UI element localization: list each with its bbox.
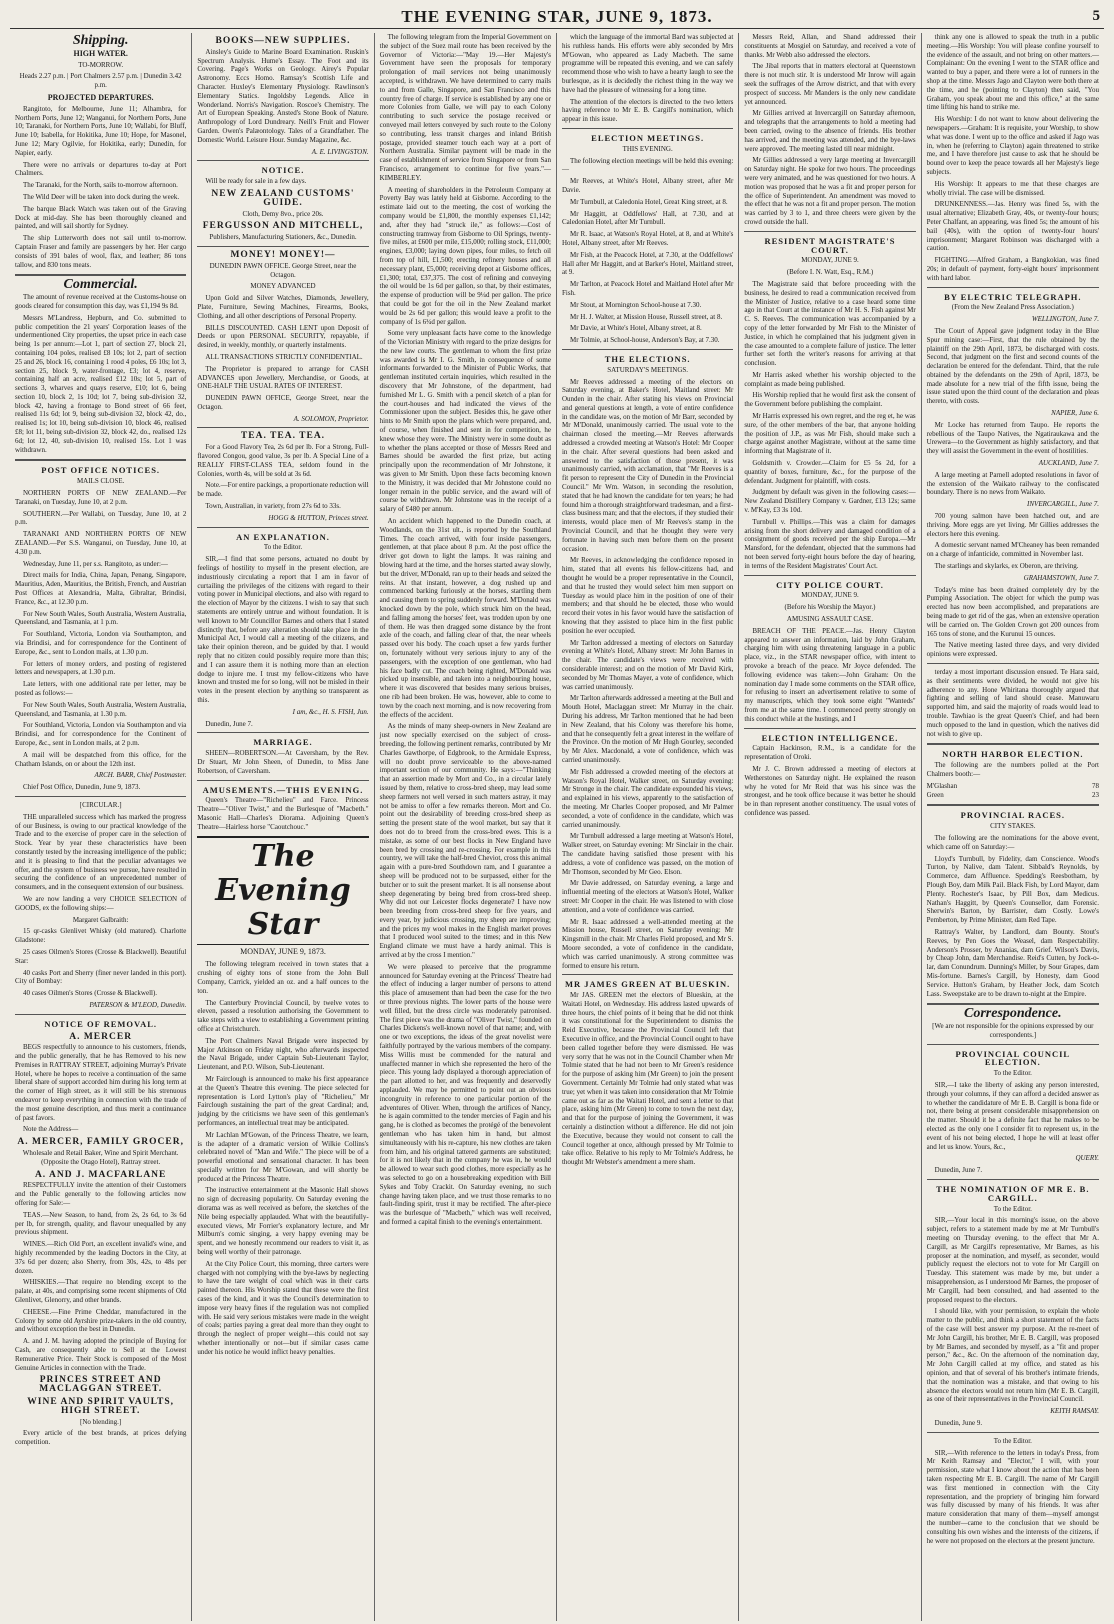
signature-line: INVERCARGILL, June 7. — [1027, 500, 1099, 509]
signature-line: WELLINGTON, June 7. — [1031, 315, 1099, 324]
paragraph: 15 qr-casks Glenlivet Whisky (old matured). Charlotte Gladstone: — [15, 927, 187, 945]
column-divider-rule — [744, 575, 915, 576]
paragraph: Mr Turnbull, at Caledonia Hotel, Great King street, at 8. — [569, 197, 728, 206]
paragraph: The Magistrate said that before proceeding with the business, he desired to read a communication received from the Minister of Justice, relative to a case heard some time ago in that Court at the instance of Mr H. S. Fish against Mr C. S. Reeves. The communication was accompanied by a copy of the letter forwarded by Mr Fish to the Minister of Justice, in which he complained that his judgment given in the case amounted to a complete failure of justice. The letter further set forth the writer's reasons for arriving at that conclusion. — [744, 279, 916, 368]
article-headline: PROVINCIAL RACES. — [960, 810, 1065, 821]
advertisement-heading: FERGUSSON AND MITCHELL, — [202, 221, 364, 232]
column-divider-rule — [197, 160, 368, 161]
paragraph: Goldsmith v. Crowder.—Claim for £5 5s 2d, for a quantity of boxes, furniture, &c., for the purpose of the defendant. Judgment for plaintiff, with costs. — [744, 459, 916, 485]
centered-line: (Before his Worship the Mayor.) — [784, 603, 876, 612]
centered-line: AMUSING ASSAULT CASE. — [786, 615, 874, 624]
signature-line: GRAHAMSTOWN, June 7. — [1023, 573, 1099, 582]
signature-line: NAPIER, June 6. — [1051, 409, 1099, 418]
paragraph: The Native meeting lasted three days, and very divided opinions were expressed. — [926, 641, 1099, 659]
paragraph: Ainsley's Guide to Marine Board Examination. Ruskin's Spectrum Analysis. Hume's Essay. The Foot and its Covering. Page's Works on Geology. Airey's Popular Astronomy. Eccs Homo. Ramsay's Scottish Life and Character. Huxley's Elementary Physiology. Rawlinson's Elementary Statics. Ingoldsby Legends. Alice in Wonderland. Norris's Navigation. Roscoe's Chemistry. The Art of European Speaking. Ansted's Stone Book of Nature. Anthropology of Lord Dundreary. Neill's Fruit and Flower Garden. Owen's Palæontology. Tales of a Grandfather. The Domestic World. Leisure Hour. Sunday Magazine, &c. — [197, 47, 369, 144]
paragraph: Mr Turnbull addressed a large meeting at Watson's Hotel, Walker street, on Saturday evening: Mr Sinclair in the chair. The candidate having satisfied those present with his address, a vote of confidence was passed, on the motion of Mr Thomson, seconded by Mr Geo. Elson. — [561, 832, 734, 876]
paragraph: RESPECTFULLY invite the attention of their Customers and the Public generally to the following articles now offering for Sale:— — [15, 1181, 187, 1208]
signature-line: ARCH. BARR, Chief Postmaster. — [94, 771, 187, 780]
paragraph: Some very unpleasant facts have come to the knowledge of the Victorian Ministry with regard to the prize designs for the new law courts. The gentleman to whom the first prize was awarded is Mr I. G. Smith, in consequence of some informants forwarded to the Minister of Public Works, that gentleman instituted certain inquiries, which resulted in the discovery that Mr Johnstone, of the department, had furnished Mr L. G. Smith with a pencil sketch of a plan for the court-houses and had indicated the views of the Commissioner upon the subject. Besides this, he gave other hints to Mr Smith upon the plans which were prepared, and, of course, when finished and sent in for competition, he knew whose they were. The Ministry were in some doubt as to whether the plans accepted or those of Messrs Reed and Barnes should be awarded the first prize, but acting principally upon the recommendation of Mr Johnstone, it was given to Mr Smith. Upon these facts becoming known to the Ministry, it was decided that Mr Johnstone could no longer remain in the public service, and the award will of course be withdrawn. Mr Johnstone was in the receipt of a salary of £480 per annum. — [379, 329, 551, 514]
paragraph: ALL TRANSACTIONS STRICTLY CONFIDENTIAL. — [205, 352, 363, 361]
paragraph: Mr Harris asked whether his worship objected to the complaint as made being published. — [744, 370, 916, 388]
poll-row — [927, 791, 1099, 800]
masthead — [10, 6, 1104, 29]
paragraph: Mr Stout, at Mornington School-house at 7.30. — [569, 300, 702, 309]
column-divider-rule — [197, 246, 368, 247]
paragraph: CHEESE.—Fine Prime Cheddar, manufactured in the Colony by some old Ayrshire prize-takers in the old country, and without exception the best in Dunedin. — [15, 1307, 187, 1334]
advertisement-heading: TEA. TEA. TEA. — [240, 431, 326, 442]
paragraph: 40 casks Port and Sherry (finer never landed in this port). City of Bombay: — [15, 968, 187, 986]
paragraph: Mr Fish, at the Peacock Hotel, at 7.30, at the Oddfellows' Hall after Mr Haggitt, and at Barker's Hotel, Maitland street, at 9. — [561, 250, 734, 277]
paragraph: The following telegram received in town states that a crushing of eighty tons of stone from the John Bull Company, Carrick, yielded an oz. and a half ounces to the ton. — [197, 960, 369, 995]
paragraph: A. and J. M. having adopted the principle of Buying for Cash, are consequently able to Sell at the Lowest Remunerative Price. Their Stock is composed of the Most Genuine Articles in connection with the Trade. — [15, 1337, 187, 1372]
section-heading: Correspondence. — [964, 1006, 1062, 1022]
section-heading: Commercial. — [63, 277, 138, 293]
paragraph: TEAS.—New Season, to hand, from 2s, 2s 6d, to 3s 6d per lb, for strength, quality, and flavour unequalled by any previous shipment. — [15, 1210, 187, 1237]
paragraph: SIR,—I take the liberty of asking any person interested, through your columns, if they can afford a decided answer as to whether the candidature of Mr E. B. Cargill is bona fide or not, there being at present considerable misapprehension on the matter. Should it be a definite fact that he makes to be elected as the only one I consider fit to represent us, in the event of his not being elected, I hope he will at least offer and let us know. Yours, &c., — [926, 1081, 1099, 1151]
centered-line: [We are not responsible for the opinions expressed by our correspondents.] — [932, 1022, 1094, 1039]
signature-line: I am, &c., H. S. FISH, Jun. — [292, 707, 369, 716]
paragraph: Mr Tarlton, at Peacock Hotel and Maitland Hotel after Mr Fish. — [561, 280, 734, 297]
paragraph: Mr R. Isaac addressed a well-attended meeting at the Mission house, Russell street, on Saturday evening: Mr Kingsmill in the chair. Mr Charles Field proposed, and Mr S. Moore seconded, a vote of confidence in the candidate, which was carried unanimously. A strong committee was formed to ensure his return. — [561, 917, 734, 970]
paragraph: I should like, with your permission, to explain the whole matter to the public, and think a short statement of the facts of the case will best answer my purpose. At the re-meet of Mr John Cargill, his brother, Mr E. B. Cargill, was proposed by Mr Barnes, and seconded by myself, as a "fit and proper person," &c., &c. On the afternoon of the nomination day, Mr John Cargill called at my office, and stated as his opinion, and that of several of his brother's intimate friends, that the nomination was a mistake, and that owing to his absence the electors would not return him (Mr E. B. Cargill, as one of their representatives in the Provincial Council. — [926, 1307, 1099, 1404]
paragraph: Upon Gold and Silver Watches, Diamonds, Jewellery, Plate, Furniture, Sewing Machines, Firearms, Books, Clothing, and all other descriptions of Personal Property. — [197, 294, 369, 320]
advertisement-heading: A. MERCER — [69, 1031, 133, 1042]
paragraph: SIR,—I find that some persons, actuated no doubt by feelings of hostility to myself in the present election, are industriously circulating a report that I am in favor of curtailing the privileges of the citizens with regard to their voting power in Municipal elections, and also with regard to the election of Mayor by the citizens. I wish to say that such statements are entirely untrue and without foundation. It is well known to Mr Councillor Barnes and others that I stated distinctly that, before any alteration should take place in the Municipal Act, I would call a meeting of the citizens, and take their opinion thereon, and be guided by that. I would reply that no citizen could possibly require more than this; and I can assure them it is nothing more than an election dodge to injure me. I trust my fellow-citizens who have known and trusted me for so long, will not be misled in their votes in the present election by anything so transparent as this. — [197, 555, 369, 704]
column-divider-rule — [197, 427, 368, 428]
paragraph: Mr Gillies arrived at Invercargill on Saturday afternoon, and telegraphs that the arrangements to hold a meeting had been carried, owing to the absence of friends. His brother has arrived, and the meeting was attended, and the bye-laws were approved. The meeting lasted till near midnight. — [744, 109, 916, 153]
paragraph: Today's mine has been drained completely dry by the Pumping Association. The object for which the pump was erected has now been accomplished, and preparations are being made to get rid of the gas, when an extensive operation will be carried on. The Golden Crown got 200 ounces from 165 tons of stone, and the Kurunui 15 ounces. — [926, 585, 1099, 638]
column-divider-rule — [562, 974, 733, 975]
article-headline: THE NOMINATION OF MR E. B. CARGILL. — [936, 1184, 1090, 1203]
column-divider-rule — [197, 780, 368, 781]
centered-line: To the Editor. — [993, 1069, 1032, 1078]
dateline: MONDAY, JUNE 9, 1873. — [240, 946, 326, 956]
advertisement-heading: BOOKS—NEW SUPPLIES. — [215, 36, 351, 46]
signature-line: AUCKLAND, June 7. — [1038, 459, 1099, 468]
candidate-name: M'Glashan — [926, 781, 958, 790]
paragraph: Mr J. C. Brown addressed a meeting of electors at Wetherstones on Saturday night. He explained the reason why he voted for Mr Reid that was his since was the strongest, and he took office because it was better he should be in than represent another constituency. The usual votes of confidence was passed. — [744, 764, 916, 817]
column-divider-rule — [197, 527, 368, 528]
centered-line: Wholesale and Retail Baker, Wine and Spirit Merchant. (Opposite the Otago Hotel), Rattray street. — [22, 1149, 179, 1166]
column-divider-rule — [15, 796, 186, 797]
subheading: HIGH WATER. — [73, 48, 128, 58]
column-2 — [192, 33, 374, 1621]
paragraph: Messrs M'Landress, Hepburn, and Co. submitted to public competition the 21 years' Corporation leases of the undermentioned City properties, the upset price in each case being 1s per annum:—Lot 1, part of section 27, block 21, containing 104 poles, realised £8 10s; lot 2, part of section 25 and 26, block 16, containing 1 rood 4 poles, £6 10s; lot 3, section 25, block 9, water-frontage, £3; lot 4, reserve, containing half an acre, realised £12 10s; lot 5, part of sections 3, wharves and quays reserve, £10; lot 6, being section 10, block 2, 1s 10d; lot 7, being sub-division 32, block 42, having a frontage to Bond street of 66 feet, realised 11s 6d; lot 9, being sub-division 32, block 42, do., realised 1s; lot 10, being sub-division 10, block 46, realised £8; lot 11, being sub-division 32, block 42, do., realised 12s 6d; lot 12, 40, sub-division 10, realised 15s. Lot 1 was withdrawn. — [15, 313, 187, 454]
column-4 — [557, 33, 739, 1621]
article-headline: MARRIAGE. — [253, 737, 313, 748]
paragraph: Mr Tarlton addressed a meeting of electors on Saturday evening at White's Hotel, Albany street: Mr John Barnes in the chair. The candidate's views were received with considerable interest; and on the motion of Mr David Kirk, seconded by Mr Thomas Mayer, a vote of confidence, which was carried unanimously. — [561, 638, 734, 691]
column-divider-rule — [562, 349, 733, 350]
paragraph: TARANAKI AND NORTHERN PORTS OF NEW ZEALAND.—Per S.S. Wanganui, on Tuesday, June 10, at 4.30 p.m. — [15, 530, 187, 556]
article-headline: MR JAMES GREEN AT BLUESKIN. — [565, 979, 731, 990]
article-headline: ELECTION INTELLIGENCE. — [761, 732, 899, 743]
paragraph: Messrs Reid, Allan, and Shand addressed their constituents at Mosgiel on Saturday, and received a vote of thanks. Mr Webb also addressed the electors. — [744, 33, 916, 59]
paragraph: Mr Tolmie, at School-house, Anderson's Bay, at 7.30. — [569, 336, 720, 345]
paragraph: BREACH OF THE PEACE.—Jas. Henry Clayton appeared to answer an information, laid by John Graham, charging him with using threatening language in a public place, viz., in the STAR newspaper office, with intent to provoke a breach of the peace. Mr Joyce defended. The following evidence was taken:—John Graham: On the nomination day I made some comments on the STAR office, for refusing to insert an advertisement relative to some of my manuscripts, which they took some eight "Wanteds" from me at the same time. I commenced pretty strongly on this conduct while at the hustings, and I — [744, 626, 916, 723]
paragraph: The following election meetings will be held this evening:— — [561, 156, 734, 174]
paragraph: Mr Lachlan M'Gowan, of the Princess Theatre, we learn, is the adapter of a dramatic version of Wilkie Collins's celebrated novel of "Man and Wife." The piece will be of a powerful emotional and sensational character. It has been specially written for Mr M'Gowan, and will shortly be produced at the Princess Theatre. — [197, 1130, 369, 1183]
vote-count: 78 — [1091, 781, 1099, 790]
column-divider-rule — [15, 1014, 186, 1015]
advertisement-heading: PRINCES STREET AND MACLAGGAN STREET. — [39, 1375, 163, 1395]
paragraph: A domestic servant named M'Cheaney has been remanded on a charge of infanticide, committed in November last. — [926, 541, 1099, 559]
paragraph: As the minds of many sheep-owners in New Zealand are just now specially exercised on the subject of cross-breeding, the following pertinent remarks, contributed by Mr Charles Gawthorpe, of Edgbrook, to the Armidale Express, will no doubt prove serviceable to the above-named important section of our community. He says:—"Thinking that an assertion made by Mort and Co., in a circular lately issued by them, relative to cross-bred sheep, may lead some sheep farmers not well versed in such matters astray, it may not be amiss to offer a few remarks thereon. Mort and Co. point out the desirability of breeding cross-bred sheep as setting the present state of the wool market, but say that it does not do to breed from the cross-bred ewes. This is a mistake, as some of our best flocks in New England have been bred by crossing and re-crossing. For example in this country, we will take the half-bred Cheviot, cross this animal again with a pure-bred Southdown ram, and I guarantee a sheep will be produced not to be surpassed, either for the butcher or to suit the present market. It is all nonsense about sheep degenerating by being bred from cross-bred sheep. Why did not our Leicester flocks degenerate? I have now been breeding from cross-bred sheep for five years, and every year, by judicious crossing, my sheep are improving; and the prices my wool makes in the English market proves that I produced wool suited to the times; and in this New England climate we must have a hardy animal. This is arrived at by the cross I mention." — [379, 722, 551, 960]
column-divider-rule — [927, 743, 1099, 745]
centered-line: Publishers, Manufacturing Stationers, &c., Dunedin. — [209, 233, 357, 242]
article-headline: NORTH HARBOR ELECTION. — [942, 749, 1084, 760]
paragraph: His Worship: I do not want to know about delivering the newspapers.—Graham: It is requisite, your Worship, to show what was done. I went up to the office and asked if Jago was in, when he (referring to Clayton) again threatened to strike me, and I have therefore just cause to ask that he should be bound over to keep the peace towards all her Majesty's liege subjects. — [926, 115, 1099, 176]
paragraph: For letters of money orders, and posting of registered letters and newspapers, at 1.30 p.m. — [15, 659, 187, 677]
paragraph: Dunedin, June 7. — [934, 1166, 983, 1175]
paragraph: WHISKIES.—That require no blending except to the palate, at 40s, and comprising some recent shipments of Old Glenlivet, Glenorry, and other brands. — [15, 1278, 187, 1305]
paragraph: His Worship replied that he would first ask the consent of the Government before publishing the complaint. — [744, 391, 916, 409]
paragraph: Lloyd's Turnbull, by Fidelity, dam Conscience. Wood's Turton, by Nalive, dam Talent. Sibbald's Reynolds, by Commerce, dam Affluence. Spedding's Reesbotham, by Plough Boy, dam Milk Pail. Black Fish, by Lord Mayor, dam Plenty. Rochester's Isaac, by Pill Box, dam Medicus. Nathan's Haggitt, by Queen's Counsellor, dam Forensic. Sherwin's Barton, by Barrister, dam Costly. Lowe's Pemberton, by Prime Minister, dam Red Tape. — [926, 854, 1099, 925]
paragraph: SIR,—Your local in this morning's issue, on the above subject, refers to a statement made by me at Mr Turnbull's meeting on Thursday evening, to the effect that Mr A. Cargill, as Mr Cargill's representative, Mr Barnes, as his proposer at the nomination, and myself, as seconder, would publicly request the electors not to vote for Mr Cargill on Tuesday. This statement was made by me, but under a misapprehension, as I understood Mr Barnes, the proposer of Mr Cargill, had been consulted, and had assented to the proposed request to the electors. — [926, 1216, 1099, 1304]
paragraph: Captain Hackinson, R.M., is a candidate for the representation of Oroki. — [744, 744, 916, 762]
paragraph: The Canterbury Provincial Council, by twelve votes to eleven, passed a resolution authorising the Government to take steps with a view to establishing a Government printing office at Christchurch. — [197, 998, 369, 1033]
paragraph: The attention of the electors is directed to the two letters having reference to Mr E. B. Cargill's nomination, which appear in this issue. — [561, 97, 734, 124]
paragraph: The barque Black Watch was taken out of the Graving Dock at mid-day. She has been thoroughly cleaned and painted, and will sail shortly for Sydney. — [15, 204, 187, 231]
paragraph: Every article of the best brands, at prices defying competition. — [15, 1429, 187, 1447]
column-divider-rule — [927, 287, 1099, 288]
paragraph: For New South Wales, South Australia, Western Australia, Queensland, and Tasmania, at 1.30 p.m. — [15, 700, 187, 718]
article-headline: AN EXPLANATION. — [236, 531, 330, 542]
article-headline: NOTICE. — [261, 165, 305, 176]
column-divider-rule — [927, 663, 1099, 664]
paragraph: SHEEN—ROBERTSON.—At Caversham, by the Rev. Dr Stuart, Mr John Sheen, of Dunedin, to Miss Jane Robertson, of Caversham. — [197, 749, 369, 775]
centered-line: [No blending.] — [80, 1417, 122, 1426]
column-5 — [739, 33, 921, 1621]
paragraph: For Southland, Victoria, London via Southampton, and via Brindisi, and for correspondence for the Continent of Europe, &c., sent to London mails, at 1.30 p.m. — [15, 630, 187, 656]
column-divider-rule — [562, 128, 733, 129]
centered-line: THIS EVENING. — [622, 144, 673, 153]
paragraph: Dunedin, June 9. — [934, 1418, 983, 1427]
paragraph: Mr Haggitt, at Oddfellows' Hall, at 7.30, and at Caledonian Hotel, after Mr Turnbull. — [561, 209, 734, 227]
paragraph: Mr Fish addressed a crowded meeting of the electors at Watson's Royal Hotel, Walker street, on Saturday evening: Mr Stronge in the chair. The candidate expounded his views, and explained in his views, apparently to the satisfaction of the meeting. Mr Charles Cooper proposed, and Mr Palmer seconded, a vote of confidence in the candidate, which was carried unanimously. — [561, 767, 734, 829]
centered-line: MONDAY, JUNE 9. — [801, 256, 859, 265]
centered-line: MAILS CLOSE. — [76, 477, 125, 486]
article-headline: POST OFFICE NOTICES. — [41, 465, 161, 476]
paragraph: For a Good Flavory Tea, 2s 6d per lb. For a Strong, Full-flavored Congou, good value, 3s per lb. A Special Line of a REALLY FIRST-CLASS TEA, seldom found in the Colonies, worth 4s, will be sold at 3s 6d. — [197, 443, 369, 478]
paragraph: 700 young salmon have been hatched out, and are thriving. More eggs are yet living. Mr Gillies addresses the electors here this evening. — [926, 512, 1099, 538]
candidate-name: Green — [926, 790, 944, 799]
centered-line: CITY STAKES. — [990, 822, 1036, 831]
column-divider-rule — [15, 274, 186, 276]
subheading: PROJECTED DEPARTURES. — [47, 92, 154, 102]
paragraph: The following are the numbers polled at the Port Chalmers booth:— — [926, 761, 1099, 778]
column-1 — [10, 33, 192, 1621]
paragraph: FIGHTING.—Alfred Graham, a Bangkokian, was fined 20s; in default of payment, forty-eight hours' imprisonment with hard labor. — [926, 256, 1099, 282]
column-divider-rule — [927, 1003, 1099, 1005]
paragraph: Mr R. Isaac, at Watson's Royal Hotel, at 8, and at White's Hotel, Albany street, after Mr Reeves. — [561, 230, 734, 247]
paragraph: BEGS respectfully to announce to his customers, friends, and the public generally, that he has Removed to his new Premises in RATTRAY STREET, adjoining Murray's Private Hotel, where he hopes to receive a continuation of the same liberal share of support accorded him during his long term at the corner of High street, as it will still be his strenuous endeavor to keep everything in connection with the trade of the most genuine description, and thus merit a continuance of past favors. — [15, 1043, 187, 1122]
paragraph: SOUTHERN.—Per Wallabi, on Tuesday, June 10, at 2 p.m. — [15, 509, 187, 527]
column-divider-rule — [927, 1432, 1099, 1433]
centered-line: Heads 2.27 p.m. | Port Chalmers 2.57 p.m. | Dunedin 3.42 p.m. — [19, 72, 182, 90]
paragraph: SIR,—With reference to the letters in today's Press, from Mr Keith Ramsay and "Elector," I will, with your permission, state what I know about the action that has been taken respecting Mr E. B. Cargill. The name of Mr Cargill was first mentioned in connection with the City representation, and the propriety of bringing him forward was fully discussed by many of his friends. It was after mature consideration that many of them—myself amongst the number—came to the conclusion that we should be consulting his own wishes and the interests of the citizens, if he were not proposed on the electors at the present juncture. — [926, 1448, 1099, 1545]
signature-line: KEITH RAMSAY. — [1050, 1407, 1099, 1416]
centered-line: Cloth, Demy 8vo., price 20s. — [242, 209, 324, 218]
paragraph: Rattray's Walter, by Landlord, dam Bounty. Stout's Reeves, by Pen Goes the Weasel, dam Respectability. Anderson's Prosser, by Ananias, dam Grief. Wilson's Davis, by Cheap John, dam Merchandise. Reid's Cutten, by Jock-o-lar, dam Conundrum. Dunning's Miller, by Sour Grapes, dam Mis-fortune. Barnes's Cargill, by Honesty, dam Good Service. Hutton's Graham, by Heather Jock, dam Scotch Lass. Sweepstake are to be drawn to-night at the Empire. — [926, 927, 1099, 998]
paragraph: which the language of the immortal Bard was subjected at his ruthless hands. His efforts were ably seconded by Mrs M'Gowan, who appeared as Lady Macbeth. The same programme will be repeated this evening, and we can safely recommend those who wish to have a hearty laugh to see the burlesque, as it is decidedly the richest thing in the way we have had the pleasure of witnessing for a long time. — [561, 33, 734, 94]
poll-row — [927, 782, 1099, 791]
column-divider-rule — [15, 459, 186, 461]
article-headline: AMUSEMENTS.—THIS EVENING. — [202, 784, 364, 795]
paragraph: The amount of revenue received at the Customs-house on goods cleared for consumption this day, was £1,194 9s 8d. — [15, 293, 187, 310]
paragraph: The instructive entertainment at the Masonic Hall shows no sign of decreasing popularity. On Saturday evening the diorama was as well received as before, the sketches of the Nile being especially applauded. What with the beautifully-executed views, Mr Forrier's explanatory lecture, and Mr Milburn's comic singing, a very happy evening may be spent, and we honestly recommend our readers to visit it, as being well worthy of their patronage. — [197, 1186, 369, 1257]
paragraph: We were pleased to perceive that the programme announced for Saturday evening at the Princess' Theatre had the effect of inducing a larger number of persons to attend this place of amusement than had been the case for the two or three previous nights. The lower parts of the house were well filled, but the dress circle was moderately patronised. The first piece was the drama of "Oliver Twist," founded on Charles Dickens's well-known novel of that name; and, with one or two exceptions, the ideas of the great novelist were faithfully portrayed by the various members of the company. Miss Willis must be commended for the natural and unaffected manner in which she represented the hero of the piece. This young lady displayed a thorough appreciation of the part allotted to her, and was frequently and deservedly applauded. We may be permitted to point out an obvious incongruity in reference to one particular portion of the adventures of Oliver. When, through the artifices of Nancy, he is again committed to the tender mercies of Fagin and his gang, he is clothed as becomes the protégé of the benevolent gentleman who has taken him in hand, but almost simultaneously with his re-capture, his new clothes are taken from him, and his original tattered garments are substituted; for it is not likely that in the company he was in, he would be allowed to wear such good clothes, more especially as he was selected to go on a housebreaking expedition with Bill Sykes and Toby Crackit. On Saturday evening, no such change having taken place, and we trust those remarks to no fault-finding spirit, trust it may be rectified. The after-piece was the burlesque of "Macbeth," which was well received, and formed a capital finish to the evening's entertainment. — [379, 962, 551, 1226]
article-headline: NOTICE OF REMOVAL. — [44, 1018, 158, 1029]
paragraph: BILLS DISCOUNTED. CASH LENT upon Deposit of Deeds or upon PERSONAL SECURITY, repayable, if desired, in weekly, monthly, or quarterly instalments. — [197, 323, 369, 350]
advertisement-heading: NEW ZEALAND CUSTOMS' GUIDE. — [211, 188, 355, 208]
paragraph: Wednesday, June 11, per s.s. Rangitoto, as under:— — [23, 559, 168, 568]
paragraph: Mr Davie, at White's Hotel, Albany street, at 8. — [569, 324, 702, 333]
paragraph: 25 cases Oilmen's Stores (Crosse & Blackwell). Beautiful Star: — [15, 947, 187, 965]
paragraph: Mr Locke has returned from Taupo. He reports the rebellious of the Taupo Natives, the Ngatiraukawa and the Urewera—to the Government as highly satisfactory, and that they will assist the Government in the event of hostilities. — [926, 420, 1099, 456]
columns — [10, 33, 1104, 1621]
centered-line: DUNEDIN PAWN OFFICE. George Street, near the Octagon. — [209, 261, 357, 279]
paragraph: The starlings and skylarks, ex Oberon, are thriving. — [934, 562, 1079, 571]
column-divider-rule — [197, 732, 368, 733]
paragraph: Chief Post Office, Dunedin, June 9, 1873. — [23, 783, 141, 792]
centered-line: [CIRCULAR.] — [79, 800, 122, 809]
centered-line: (From the New Zealand Press Association.) — [951, 303, 1074, 312]
article-headline: RESIDENT MAGISTRATE'S COURT. — [764, 235, 896, 255]
paragraph: The Wild Deer will be taken into dock during the week. — [23, 192, 180, 201]
vote-count: 23 — [1091, 790, 1099, 799]
paragraph: The Taranaki, for the North, sails to-morrow afternoon. — [23, 181, 178, 190]
column-divider-rule — [927, 804, 1099, 806]
signature-line: QUERY. — [1075, 1154, 1099, 1163]
paragraph: Mr Reeves addressed a meeting of the electors on Saturday evening, at Baker's Hotel, Maitland street: Mr Ounden in the chair. After stating his views on Provincial and general questions at length, a vote of entire confidence in the candidate was, on the motion of Mr Barr, seconded by Mr M'Donald, unanimously carried. The usual vote to the chairman closed the meeting.—Mr Reeves afterwards addressed a crowded meeting at Watson's Hotel: Mr Cooper in the chair. After several questions had been asked and answered to the satisfaction of those present, it was unanimously carried, with acclamation, that "Mr Reeves is a fit person to represent the City of Dunedin in the Provincial Council." Mr Wm. Watson, in seconding the resolution, stated that he had known the candidate for ten years; he had found him a thorough straightforward tradesman, and a first-class business man; and that the electors, if they studied their interests, would place men of Mr Reeves's stamp in the Provincial Council, and that he thought they were very fortunate in having such men before them on the present occasion. — [561, 377, 734, 553]
centered-line: SATURDAY'S MEETINGS. — [607, 365, 689, 374]
paragraph: A mail will be despatched from this office, for the Chatham Islands, on or about the 12th inst. — [15, 750, 187, 768]
paragraph: terday a most important discussion ensued. Te Hara said, as their sentiments were divided, he would not give his adherence to any. Hone Whiritana thoroughly argued that fighting and selling of land should cease. Manuwaru supported him, and said the majority of roads would lead to trouble. Tawhiao is the great Queen's Chief, and had been much opposed to the land in question, which the natives did not wish to give up. — [926, 668, 1099, 738]
paragraph: There were no arrivals or departures to-day at Port Chalmers. — [15, 160, 187, 178]
paragraph: For Southland, Victoria, London via Southampton and via Brindisi, and for correspondence for the Continent of Europe, &c., sent in London mails, at 2 p.m. — [15, 721, 187, 747]
paragraph: The Proprietor is prepared to arrange for CASH ADVANCES upon Jewellery, Merchandise, or Goods, at ONE-HALF THE USUAL RATES OF INTEREST. — [197, 364, 369, 391]
paragraph: Town, Australian, in variety, from 27s 6d to 33s. — [205, 502, 341, 511]
signature-line: A. E. LIVINGSTON. — [311, 147, 369, 156]
paragraph: Mr Reeves, at White's Hotel, Albany street, after Mr Davie. — [561, 177, 734, 194]
column-divider-rule — [927, 1044, 1099, 1045]
paragraph: Mr Gillies addressed a very large meeting at Invercargill on Saturday night. He spoke for two hours. The proceedings were very animated, and he was questioned for two hours. A motion was proposed that he was a fit and proper person for the office of Superintendent. An amendment was moved to the effect that he was not a fit and proper person. The motion was carried by 3 to 1, and three cheers were given by the crowd outside the hall. — [744, 156, 916, 226]
page-number: 5 — [1092, 8, 1100, 24]
paragraph: The Port Chalmers Naval Brigade were inspected by Major Atkinson on Friday night, who afterwards inspected the Naval Brigade, under Captain Sub-Lieutenant Taylor, Lieutenant, and P.O. Wilson, Sub-Lieutenant. — [197, 1036, 369, 1072]
column-3 — [375, 33, 557, 1621]
newspaper-nameplate: The Evening Star — [197, 836, 368, 945]
paragraph: Note.—For entire packings, a proportionate reduction will be made. — [197, 481, 369, 499]
paragraph: The ship Lutterworth does not sail until to-morrow. Captain Fraser and family are passengers by her. Her cargo consists of 391 bales of wool, flax, and leather; 86 tons tallow, and 830 tons meats. — [15, 234, 187, 269]
article-headline: BY ELECTRIC TELEGRAPH. — [944, 291, 1082, 302]
paragraph: Mr Reeves, in acknowledging the confidence reposed in him, stated that all events his fellow-citizens had, and thought he would be a proper representative in the Council, and that he trusted they would select him men support on Tuesday as would place him in the position of one of their members; and that should he be elected, those who would record their votes in his favor would have the satisfaction of knowing that they assisted to place him in the first public position he ever occupied. — [561, 556, 734, 635]
paragraph: Direct mails for India, China, Japan, Penang, Singapore, Mauritius, Aden, Mauritius, the British, French, and Austrian Post Offices at Alexandria, Malta, Gibraltar, Brindisi, France, &c., at 12.30 p.m. — [15, 571, 187, 606]
paragraph: Mr Fairclough is announced to make his first appearance at the Queen's Theatre this evening. The piece selected for representation is Lord Lytton's play of "Richelieu," Mr Fairclough sustaining the part of the great Cardinal; and, judging by the criticisms we have seen of this gentleman's performances, an intellectual treat may be anticipated. — [197, 1074, 369, 1127]
paragraph: Mr Davie addressed, on Saturday evening, a large and influential meeting of the electors at Watson's Hotel, Walker street: Mr Cooper in the chair. He was listened to with close attention, and a vote of confidence was carried. — [561, 879, 734, 914]
signature-line: A. SOLOMON, Proprietor. — [293, 414, 369, 423]
paragraph: 40 cases Oilmen's Stores (Crosse & Blackwell). — [23, 989, 158, 998]
centered-line: To the Editor. — [263, 543, 303, 552]
column-divider-rule — [744, 231, 915, 232]
column-divider-rule — [927, 1179, 1099, 1180]
paragraph: A meeting of shareholders in the Petroleum Company at Poverty Bay was lately held at Gisborne. According to the estimate laid out to the meeting, the cost of working the company would be £1,800, the monthly expenses £1,142; and, after they had "struck ile," as follows:—Cost of constructing tramway from Gisborne to Oil Springs, twenty-five miles, at £600 per mile, £15,000; rolling stock, £11,000; engines, £3,000; laying down pipes, four miles, to fetch oil from top of hill, £1,500; erecting refinery houses and all necessary plant, £5,000; receiving depot at Gisborne offices, £1,300; total, £37,375. The cost of refining and conveying the oil would be 1s 6d per gallon, so that, by their estimates, the expense of production will be 9¼d per gallon. The price that could be got for the oil in the New Zealand market would be 2s 6d per gallon; this would leave a profit to the company of 1s 6¾d per gallon. — [379, 185, 551, 326]
paragraph: A large meeting at Parnell adopted resolutions in favor of the extension of the Waikato railway to the confiscated boundary. There is no news from Waikato. — [926, 470, 1099, 497]
paragraph: The Jibal reports that in matters electoral at Queenstown there is not much stir. It is understood Mr Inrow will again seek the suffrages of the Arrow district, and that with every prospect of success. Mr Manders is the only new candidate yet announced. — [744, 62, 916, 106]
paragraph: THE unparalleled success which has marked the progress of our Business, is owing to our practical knowledge of the Trade and to the exercise of proper care in the selection of Stock. Year by year these characteristics have been constantly tested by the increasing intelligence of the public; and it is pleasing to find that the peculiar advantages we offer, and the system of business we pursue, have resulted in securing the confidence of an unprecedented number of consumers, and in the consequent extension of our business. — [15, 812, 187, 892]
column-6 — [922, 33, 1104, 1621]
centered-line: MONEY ADVANCED — [250, 282, 316, 291]
masthead-title: THE EVENING STAR, JUNE 9, 1873. — [401, 7, 713, 26]
advertisement-heading: A. MERCER, FAMILY GROCER, — [17, 1137, 184, 1148]
paragraph: Mr JAS. GREEN met the electors of Blueskin, at the Waitati Hotel, on Wednesday. His address lasted upwards of three hours, the chief points of it being that he did not think it was constitutional for the Superintendent to dismiss the Reid Executive, because the Provincial Council left that Executive in office, and the Provincial Council ought to have been called together before they were dismissed. He was very sorry that he was not in the Council Chamber when Mr Tolmie stated that he had not been to Mr Green's residence for the purpose of asking him (Mr Green) to join the present Government. Certainly Mr Tolmie had only stated what was true; yet when it was taken into consideration that Mr Tolmie came out as far as the Waitati Hotel, and sent a letter to that place, asking him (Mr Green) to come to town the next day, and that for the purpose of joining the Government, it was certainly a distinction without a difference. He did not join the Executive, because they would not consent to call the Council together at once, although pressed by Mr Tolmie to take office. Relative to his reply to Mr Tolmie's Address, he thought Mr Webster's amendment a mere sham. — [561, 991, 734, 1167]
signature-line: HOGG & HUTTON, Princes street. — [268, 513, 369, 522]
centered-line: (Before I. N. Watt, Esq., R.M.) — [786, 268, 874, 277]
article-headline: ELECTION MEETINGS. — [591, 132, 705, 143]
article-headline: PROVINCIAL COUNCIL ELECTION. — [955, 1048, 1071, 1068]
paragraph: DRUNKENNESS.—Jas. Henry was fined 5s, with the usual alternative; Elizabeth Gray, 40s, or twenty-four hours; Peter Chalfant, an appearing, was fined 5s; the amount of his bail (40s), with the option of twenty-four hours' imprisonment; Margaret Robinson was discharged with a caution. — [926, 200, 1099, 253]
paragraph: The Court of Appeal gave judgment today in the Blue Spur mining case:—First, that the rule obtained by the plaintiff on the 29th April, 1873, be discharged with costs. Second, that judgment on the first and second counts of the declaration be entered for the defendant. Third, that the rule obtained by the defendants on the 29th of April, 1873, be made absolute for a new trial of the fifth issue, being the issue stated upon the third count of the declaration and pleas thereto, with costs. — [926, 326, 1099, 406]
paragraph: For New South Wales, South Australia, Western Australia, Queensland, and Tasmania, at 1 p.m. — [15, 609, 187, 627]
paragraph: Judgment by default was given in the following cases:—New Zealand Distillery Company v. Gardner, £13 12s; same v. M'Kay, £3 3s 10d. — [744, 488, 916, 515]
article-headline: THE ELECTIONS. — [604, 353, 691, 364]
paragraph: think any one is allowed to speak the truth in a public meeting.—His Worship: You will please confine yourself to the evidence of the assault, and not bring on other matters.—Complainant: On the evening I went to the STAR office and wanted to buy a paper, and there were a lot of runners in the shop at the time. Messrs Jago and Clayton were both there at the time, and he (pointing to Clayton) then said, "You Graham, you speak about me and this office," at the same time lifting his hand to strike me. — [926, 33, 1099, 112]
paragraph: NORTHERN PORTS OF NEW ZEALAND.—Per Taranaki, on Tuesday, June 10, at 2 p.m. — [15, 489, 187, 506]
paragraph: Dunedin, June 7. — [205, 719, 253, 728]
paragraph: Will be ready for sale in a few days. — [205, 177, 307, 186]
paragraph: Mr Harris expressed his own regret, and the reg et, he was sure, of the other members of the bar, that anyone holding the position of J.P., as was Mr Fish, should make such a charge against another Magistrate, without at the same time informing that Magistrate of it. — [744, 412, 916, 456]
column-divider-rule — [744, 728, 915, 729]
paragraph: DUNEDIN PAWN OFFICE, George Street, near the Octagon. — [197, 394, 369, 411]
paragraph: Mr H. J. Walter, at Mission House, Russell street, at 8. — [569, 312, 723, 321]
paragraph: Mr Tarlton afterwards addressed a meeting at the Bull and Mouth Hotel, Maclaggan street: Mr Murray in the chair. During his address, Mr Tarlton mentioned that he had been in New Zealand, that his Colony was therefore his home, and that he consequently felt a great interest in the welfare of the Province. On the motion of Mr Hugh Gourley, seconded by Mr Alex. Macdonald, a vote of confidence, which was carried unanimously. — [561, 694, 734, 764]
section-heading: Shipping. — [72, 33, 129, 48]
centered-line: To the Editor. — [993, 1436, 1032, 1445]
paragraph: WINES.—Rich Old Port, an excellent invalid's wine, and highly recommended by the leading Doctors in the City, at 37s 6d per dozen; also Sherry, from 30s, 42s, to 48s per dozen. — [15, 1240, 187, 1275]
paragraph: Rangitoto, for Melbourne, June 11; Alhambra, for Northern Ports, June 12; Wanganui, for Northern Ports, June 10; Taranaki, for Northern Ports, June 10; Wallabi, for Bluff, June 10; Isabella, for Hokitika, June 10; Hope, for Masonel, June 12; Mary Ogilvie, for Hokitika, early; Dunedin, for Napier, early. — [15, 104, 187, 157]
centered-line: Margaret Galbraith: — [72, 915, 129, 924]
advertisement-heading: A. AND J. MACFARLANE — [34, 1169, 167, 1180]
paragraph: We are now landing a very CHOICE SELECTION of GOODS, ex the following ships:— — [15, 894, 187, 912]
paragraph: An accident which happened to the Dunedin coach, at Woodlands, on the 31st ult., is reported by the Southland Times. The coach arrived, with four inside passengers, gentlemen, at that place about 8 p.m. At the post office the driver got down to light the lamps. It was raining and blowing hard at the time, and the horses started away slowly, but the driver, M'Donald, ran up to their heads and seized the reins. At that instant, however, a dog rushed up and commenced barking furiously at the horses, startling them and causing them to spring suddenly forward. M'Donald was knocked down by the pole, which struck him on the head, and falling among the horses' feet, was trodden upon by one of them. He was then dragged some distance by the front axle of the coach, and falling clear of that, the near wheels passed over his body. The coach upset a few yards further on, fortunately without very serious injury to any of the passengers, with the exception of one gentleman, who had his face badly cut. The coach being righted, M'Donald was picked up insensible, and taken into a neighbouring house, where it was discovered that besides many serious bruises, one rib had been broken. He was, however, able to come to town by the coach next morning, and is now recovering from the effects of the accident. — [379, 517, 551, 719]
centered-line: To the Editor. — [993, 1204, 1032, 1213]
paragraph: Late letters, with one additional rate per letter, may be posted as follows:— — [15, 680, 187, 697]
paragraph: Note the Address— — [23, 1125, 79, 1134]
paragraph: The following are the nominations for the above event, which came off on Saturday:— — [926, 833, 1099, 851]
centered-line: TO-MORROW. — [78, 60, 124, 69]
paragraph: Queen's Theatre—"Richelieu" and Farce. Princess Theatre—"Oliver Twist," and the Burlesque of "Macbeth." Masonic Hall—Charles's Diorama. Adjoining Queen's Theatre—Hairless horse "Caoutchouc." — [197, 796, 369, 831]
paragraph: The following telegram from the Imperial Government on the subject of the Suez mail route has been received by the Governor of Victoria:—"May 19.—Her Majesty's Government have seen the proposals for temporary prolongation of mail services not being unanimously accepted, is withdrawn. We have determined to carry mails to and from Galle, Singapore, and San Francisco and this country free of charge. If service is established by any one or more Colonies from Galle, we will pay to each Colony contributing to such service the postage received or conveyed mail letters conveyed by such route to the Colony so contributing, less transit charges and inland British postage, provided steamer touch each way at a port of Northern Australia. Similar payment will be made in the case of establishment of service from Singapore or from San Francisco, arrangement to continue for five years."—KIMBERLEY. — [379, 33, 551, 182]
article-headline: CITY POLICE COURT. — [776, 579, 884, 590]
paragraph: His Worship: It appears to me that these charges are wholly trivial. The case will be dismissed. — [926, 179, 1099, 197]
paragraph: Turnbull v. Phillips.—This was a claim for damages arising from the short delivery and damaged condition of a consignment of goods received per the ship Europa.—Mr Mansford, for the defendant, objected that the summons had not been served forty-eight hours before the day of hearing, in terms of the Resident Magistrates' Court Act. — [744, 517, 916, 570]
advertisement-heading: MONEY! MONEY!— — [230, 249, 336, 260]
paragraph: At the City Police Court, this morning, three carters were charged with not complying with the bye-laws by neglecting to have the tare weight of coal which was in their carts painted thereon. His Worship stated that these were the first cases of the kind, and it was the Council's determination to impose very heavy fines if the regulation was not complied with. He said very serious mistakes were made in the weight of coals; parties paying a great deal more than they ought to through the neglect of proper weight—this could not say whether intentionally or not—but if similar cases came under his notice he would inflict heavy penalties. — [197, 1259, 369, 1356]
advertisement-heading: WINE AND SPIRIT VAULTS, HIGH STREET. — [27, 1396, 175, 1416]
centered-line: MONDAY, JUNE 9. — [801, 591, 859, 600]
signature-line: PATERSON & M'LEOD, Dunedin. — [89, 1000, 187, 1009]
